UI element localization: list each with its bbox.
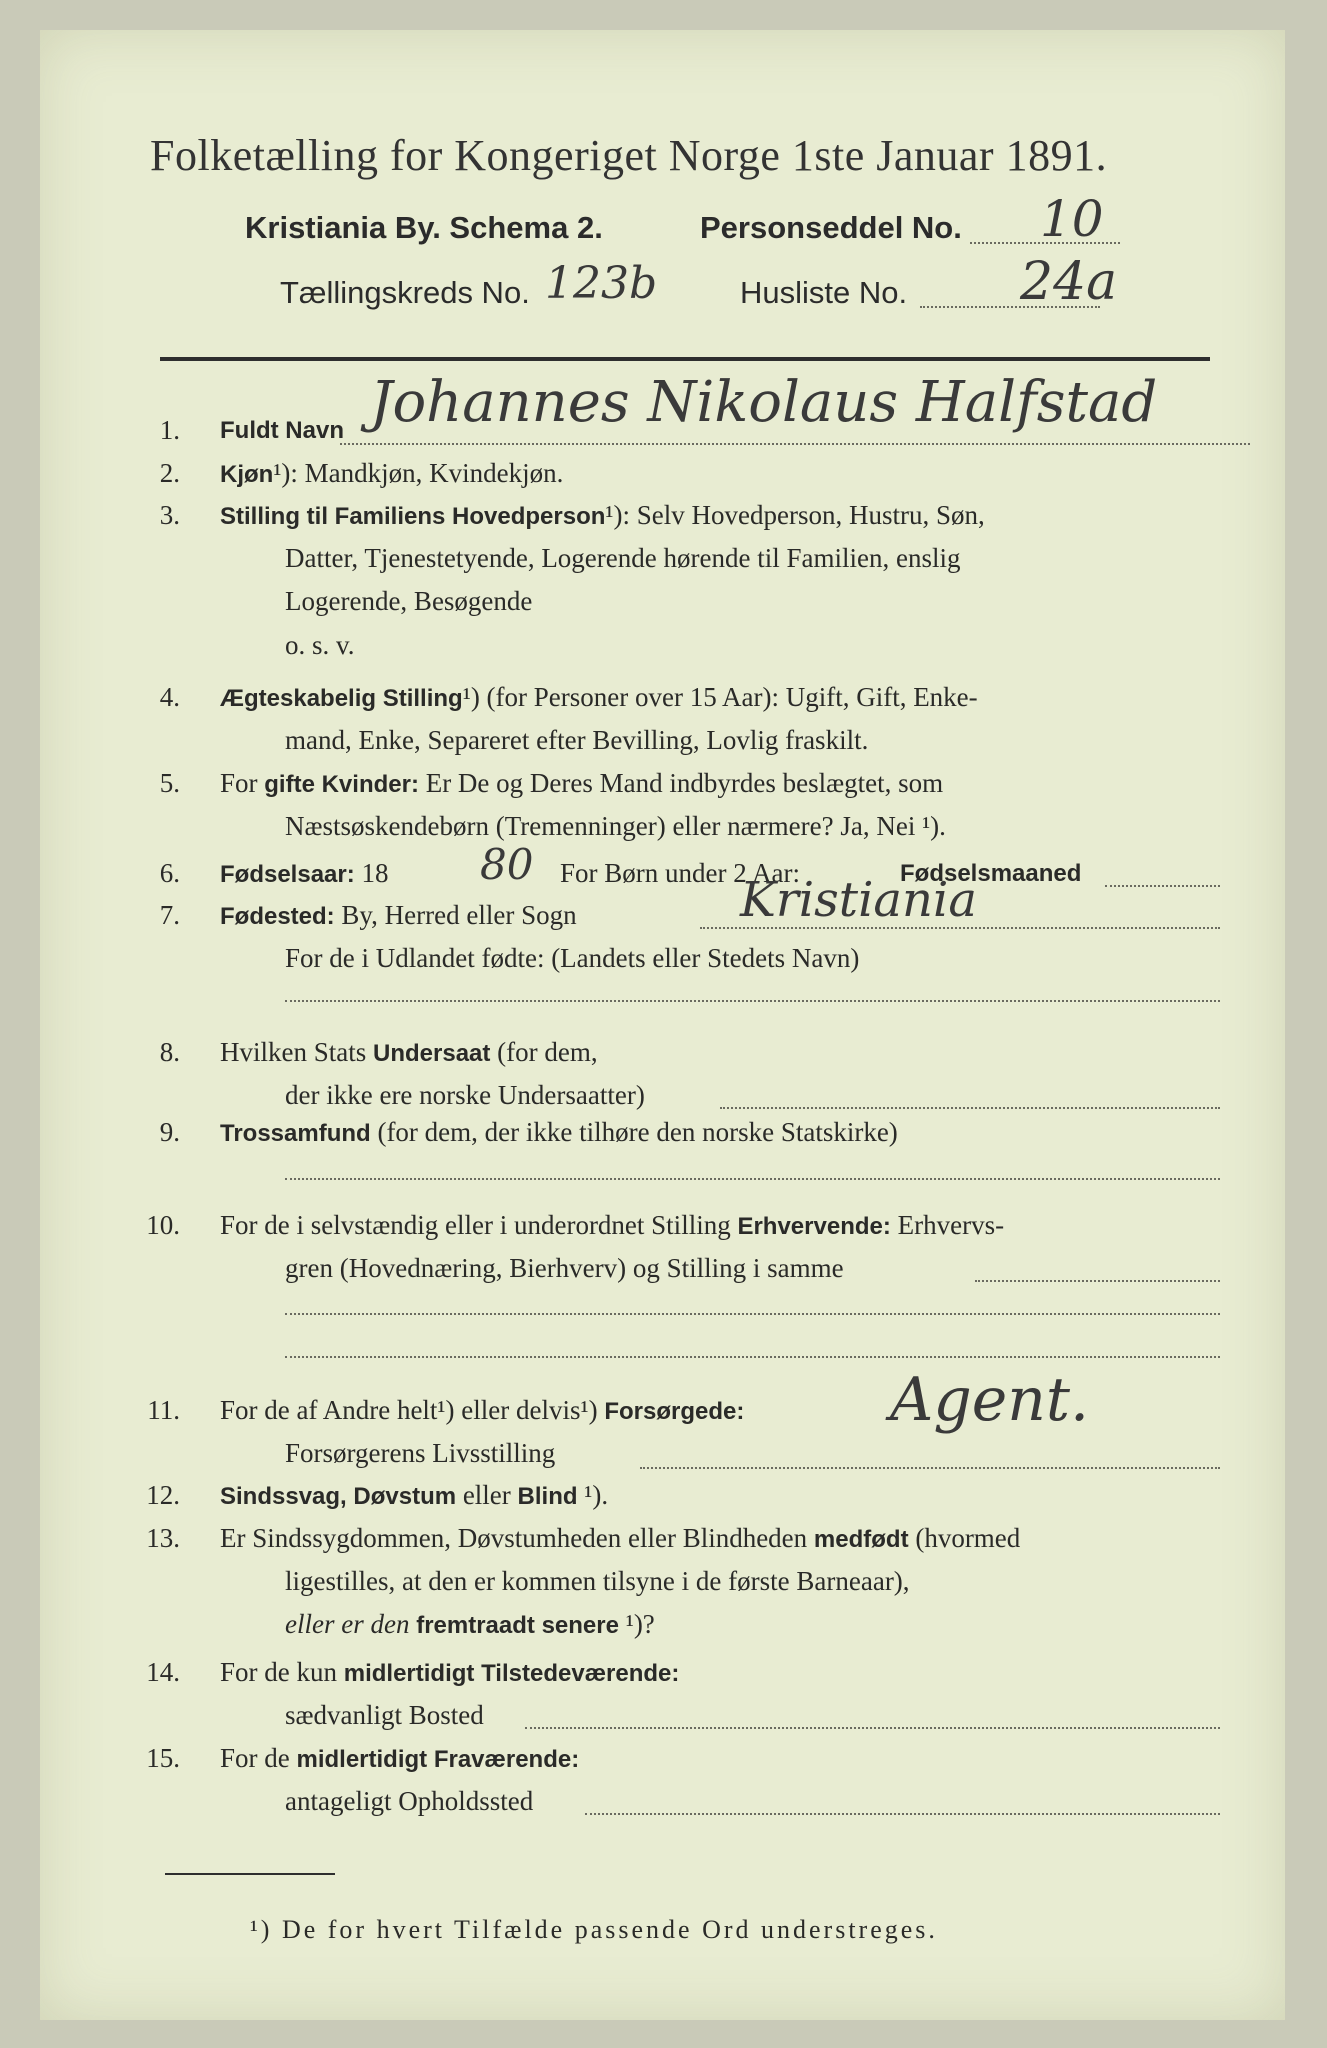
husliste-value: 24a: [1020, 252, 1118, 312]
field-1-label: Fuldt Navn: [220, 417, 344, 444]
field-4-number: 4.: [159, 682, 180, 712]
field-3-number: 3.: [159, 500, 180, 530]
form-title: Folketælling for Kongeriget Norge 1ste Januar 1891.: [150, 131, 1108, 180]
field-15-text2: antageligt Opholdssted: [285, 1786, 534, 1816]
field-3-text: Stilling til Familiens Hovedperson¹): Selv Hovedperson, Hustru, Søn,: [220, 500, 985, 530]
field-4-text2: mand, Enke, Separeret efter Bevilling, Lovlig fraskilt.: [285, 725, 869, 755]
field-3-text4: o. s. v.: [285, 630, 355, 660]
field-9-text: Trossamfund (for dem, der ikke tilhøre den norske Statskirke): [220, 1117, 898, 1147]
field-11-number: 11.: [147, 1395, 180, 1425]
field-13-text: Er Sindssygdommen, Døvstumheden eller Blindheden medfødt (hvormed: [220, 1523, 1021, 1553]
field-13-text3: eller er den fremtraadt senere ¹)?: [285, 1609, 655, 1639]
field-7-text: Fødested: By, Herred eller Sogn: [220, 900, 577, 930]
field-6-answer: 80: [480, 840, 534, 889]
field-15-number: 15.: [146, 1743, 180, 1773]
field-10-dots2: [285, 1313, 1220, 1315]
field-2-text: Kjøn¹): Mandkjøn, Kvindekjøn.: [220, 458, 564, 488]
field-6-text: Fødselsaar: 18: [220, 858, 389, 888]
field-14-number: 14.: [146, 1657, 180, 1687]
city-schema: Kristiania By. Schema 2.: [245, 210, 603, 245]
kreds-label: Tællingskreds No.: [280, 275, 530, 310]
field-2-number: 2.: [159, 458, 180, 488]
footnote: ¹) De for hvert Tilfælde passende Ord understreges.: [250, 1915, 938, 1944]
field-3-text2: Datter, Tjenestetyende, Logerende hørende til Familien, enslig: [285, 543, 961, 573]
field-10-dots: [975, 1280, 1220, 1282]
field-10-text: For de i selvstændig eller i underordnet Stilling Erhvervende: Erhvervs-: [220, 1210, 1005, 1240]
field-9-number: 9.: [159, 1117, 180, 1147]
field-6-text-b: For Børn under 2 Aar:: [560, 858, 800, 888]
field-10-text2: gren (Hovednæring, Bierhverv) og Stilling i samme: [285, 1253, 844, 1283]
field-5-text: For gifte Kvinder: Er De og Deres Mand indbyrdes beslægtet, som: [220, 768, 944, 798]
field-12-number: 12.: [146, 1480, 180, 1510]
field-15-dots: [585, 1813, 1220, 1815]
personseddel-value: 10: [1040, 190, 1104, 248]
field-8-text2: der ikke ere norske Undersaatter): [285, 1080, 645, 1110]
field-7-text2: For de i Udlandet fødte: (Landets eller Stedets Navn): [285, 943, 860, 973]
field-13-text2: ligestilles, at den er kommen tilsyne i de første Barneaar),: [285, 1566, 910, 1596]
field-7-number: 7.: [159, 900, 180, 930]
field-6-dots: [1105, 885, 1220, 887]
field-14-dots: [525, 1727, 1220, 1729]
footnote-rule: [165, 1873, 335, 1875]
census-form-sheet: [40, 30, 1285, 2020]
field-9-dots: [285, 1178, 1220, 1180]
field-3-text3: Logerende, Besøgende: [285, 586, 533, 616]
field-7-answer: Kristiania: [740, 872, 977, 928]
field-11-text: For de af Andre helt¹) eller delvis¹) Forsørgede:: [220, 1395, 745, 1425]
field-14-text: For de kun midlertidigt Tilstedeværende:: [220, 1657, 680, 1687]
field-5-number: 5.: [159, 768, 180, 798]
header-rule: [160, 357, 1210, 361]
field-6-label2: Fødselsmaaned: [900, 860, 1082, 887]
field-8-dots: [720, 1107, 1220, 1109]
field-13-number: 13.: [146, 1523, 180, 1553]
husliste-label: Husliste No.: [740, 275, 908, 310]
field-10-number: 10.: [146, 1210, 180, 1240]
field-11-text2: Forsørgerens Livsstilling: [285, 1438, 556, 1468]
field-12-text: Sindssvag, Døvstum eller Blind ¹).: [220, 1480, 609, 1510]
field-1-dots: [340, 443, 1250, 445]
field-5-text2: Næstsøskendebørn (Tremenninger) eller nærmere? Ja, Nei ¹).: [285, 811, 946, 841]
field-4-text: Ægteskabelig Stilling¹) (for Personer over 15 Aar): Ugift, Gift, Enke-: [220, 682, 978, 712]
field-11-answer: Agent.: [890, 1365, 1090, 1435]
field-8-number: 8.: [159, 1037, 180, 1067]
field-10-dots3: [285, 1356, 1220, 1358]
field-14-text2: sædvanligt Bosted: [285, 1700, 484, 1730]
field-8-text: Hvilken Stats Undersaat (for dem,: [220, 1037, 598, 1067]
field-15-text: For de midlertidigt Fraværende:: [220, 1743, 580, 1773]
field-1-answer: Johannes Nikolaus Halfstad: [370, 370, 1158, 435]
field-11-dots: [640, 1467, 1220, 1469]
field-7-dots2: [285, 1000, 1220, 1002]
field-6-number: 6.: [159, 858, 180, 888]
kreds-value: 123b: [545, 258, 658, 309]
field-1-number: 1.: [159, 415, 180, 445]
personseddel-label: Personseddel No.: [700, 210, 962, 245]
